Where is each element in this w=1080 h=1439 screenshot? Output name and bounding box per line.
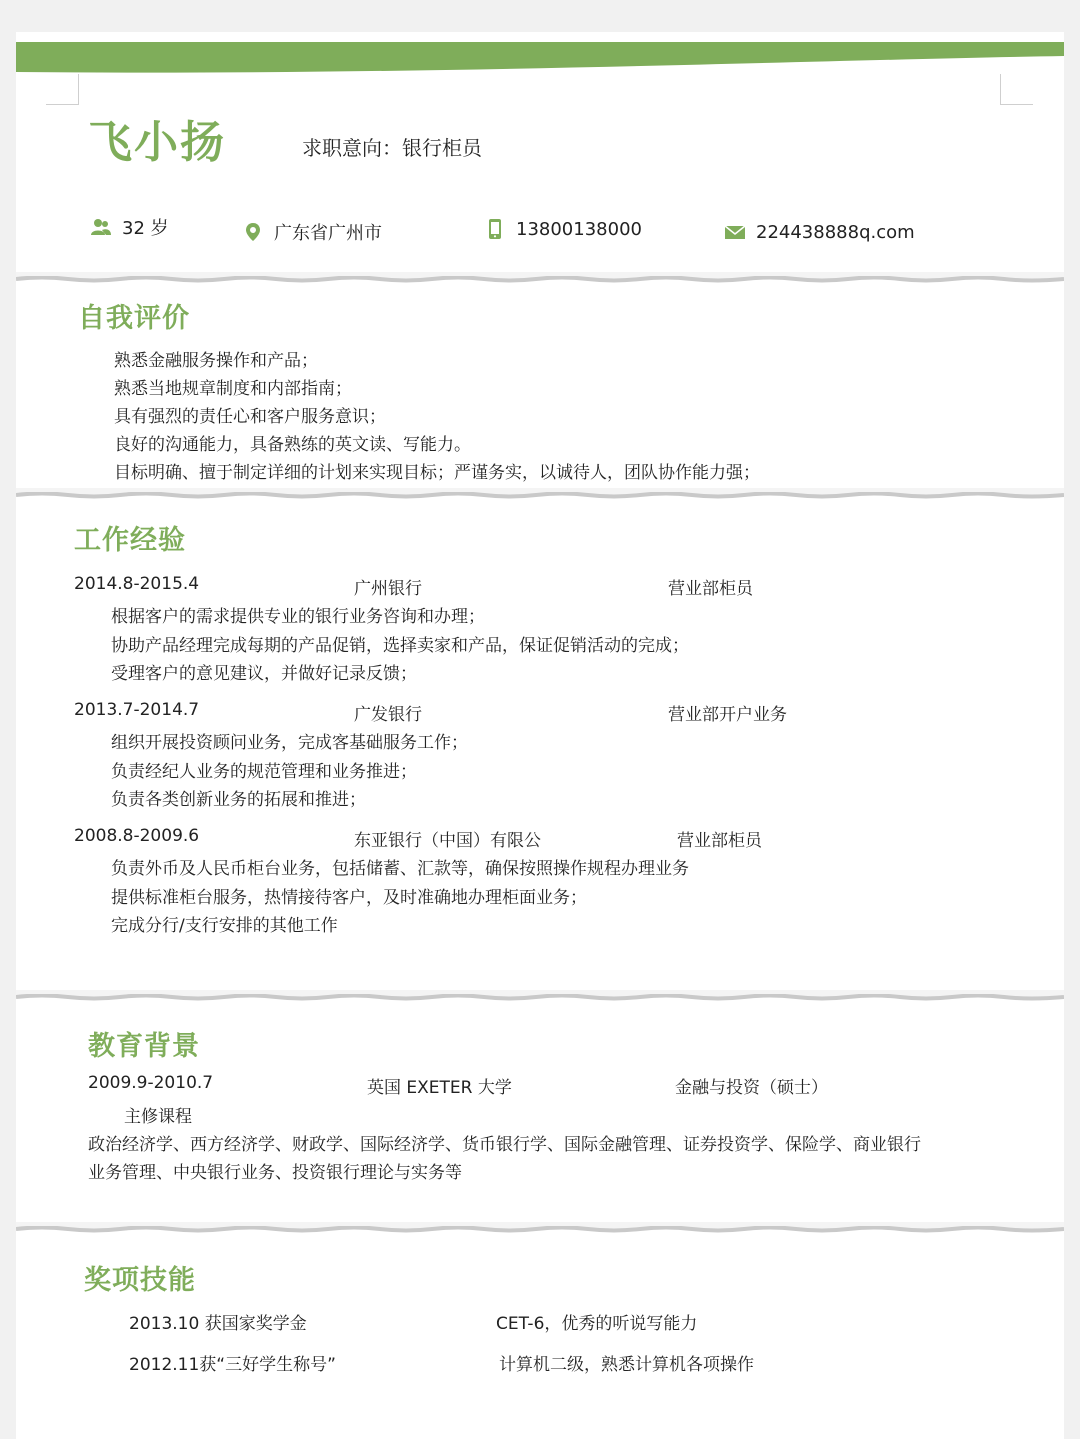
job-company: 东亚银行（中国）有限公 [354, 831, 541, 851]
education-school: 英国 EXETER 大学 [367, 1078, 512, 1098]
job-duty: 受理客户的意见建议，并做好记录反馈； [111, 664, 417, 684]
contact-email [724, 221, 915, 243]
work-experience-title: 工作经验 [74, 525, 186, 556]
awards-title: 奖项技能 [84, 1265, 196, 1296]
job-duty: 负责经纪人业务的规范管理和业务推进； [111, 762, 417, 782]
job-company: 广发银行 [354, 705, 422, 725]
job-duty: 协助产品经理完成每期的产品促销，选择卖家和产品，保证促销活动的完成； [111, 636, 689, 656]
courses-label: 主修课程 [124, 1107, 192, 1127]
section-divider [16, 990, 1064, 1004]
job-company: 广州银行 [354, 579, 422, 599]
job-period: 2014.8-2015.4 [74, 574, 200, 594]
job-position: 营业部柜员 [668, 579, 753, 599]
section-divider [16, 272, 1064, 286]
job-period: 2013.7-2014.7 [74, 700, 200, 720]
corner-mark-right [1000, 74, 1033, 105]
section-divider [16, 1222, 1064, 1236]
courses-line: 政治经济学、西方经济学、财政学、国际经济学、货币银行学、国际金融管理、证券投资学、保险学、商业银行 [88, 1135, 921, 1155]
self-evaluation-line: 熟悉金融服务操作和产品； [114, 351, 318, 371]
corner-mark-left [46, 74, 79, 105]
section-divider [16, 488, 1064, 502]
award-item: 2012.11获“三好学生称号” [129, 1355, 336, 1375]
job-position: 营业部开户业务 [668, 705, 787, 725]
resume-page [16, 32, 1064, 1439]
contact-location [242, 219, 382, 245]
candidate-name: 飞小扬 [88, 117, 226, 168]
mail-icon [724, 221, 746, 243]
email-text: 224438888q.com [756, 221, 915, 243]
phone-icon [484, 218, 506, 240]
job-duty: 根据客户的需求提供专业的银行业务咨询和办理； [111, 607, 485, 627]
job-period: 2008.8-2009.6 [74, 826, 200, 846]
award-item: 2013.10 获国家奖学金 [129, 1314, 307, 1334]
courses-line: 业务管理、中央银行业务、投资银行理论与实务等 [88, 1163, 462, 1183]
job-duty: 负责各类创新业务的拓展和推进； [111, 790, 366, 810]
education-title: 教育背景 [88, 1031, 200, 1062]
job-duty: 负责外币及人民币柜台业务，包括储蓄、汇款等，确保按照操作规程办理业务 [111, 859, 689, 879]
job-duty: 提供标准柜台服务，热情接待客户，及时准确地办理柜面业务； [111, 888, 587, 908]
job-duty: 组织开展投资顾问业务，完成客基础服务工作； [111, 733, 468, 753]
self-evaluation-line: 良好的沟通能力，具备熟练的英文读、写能力。 [114, 435, 471, 455]
header-accent-band [16, 42, 1064, 78]
skill-item: CET-6，优秀的听说写能力 [496, 1314, 698, 1334]
age-text: 32 岁 [122, 218, 169, 239]
location-text: 广东省广州市 [274, 223, 382, 244]
location-pin-icon [242, 221, 264, 243]
job-intent: 求职意向：银行柜员 [302, 136, 482, 160]
job-duty: 完成分行/支行安排的其他工作 [111, 916, 338, 936]
education-period: 2009.9-2010.7 [88, 1073, 214, 1093]
self-evaluation-title: 自我评价 [78, 303, 190, 334]
contact-age [90, 214, 169, 240]
phone-text: 13800138000 [516, 218, 642, 240]
self-evaluation-line: 具有强烈的责任心和客户服务意识； [114, 407, 386, 427]
contact-phone [484, 218, 642, 240]
job-position: 营业部柜员 [677, 831, 762, 851]
person-icon [90, 216, 112, 238]
self-evaluation-line: 熟悉当地规章制度和内部指南； [114, 379, 352, 399]
skill-item: 计算机二级，熟悉计算机各项操作 [499, 1355, 754, 1375]
education-degree: 金融与投资（硕士） [675, 1078, 828, 1098]
self-evaluation-line: 目标明确、擅于制定详细的计划来实现目标；严谨务实，以诚待人，团队协作能力强； [114, 463, 760, 483]
